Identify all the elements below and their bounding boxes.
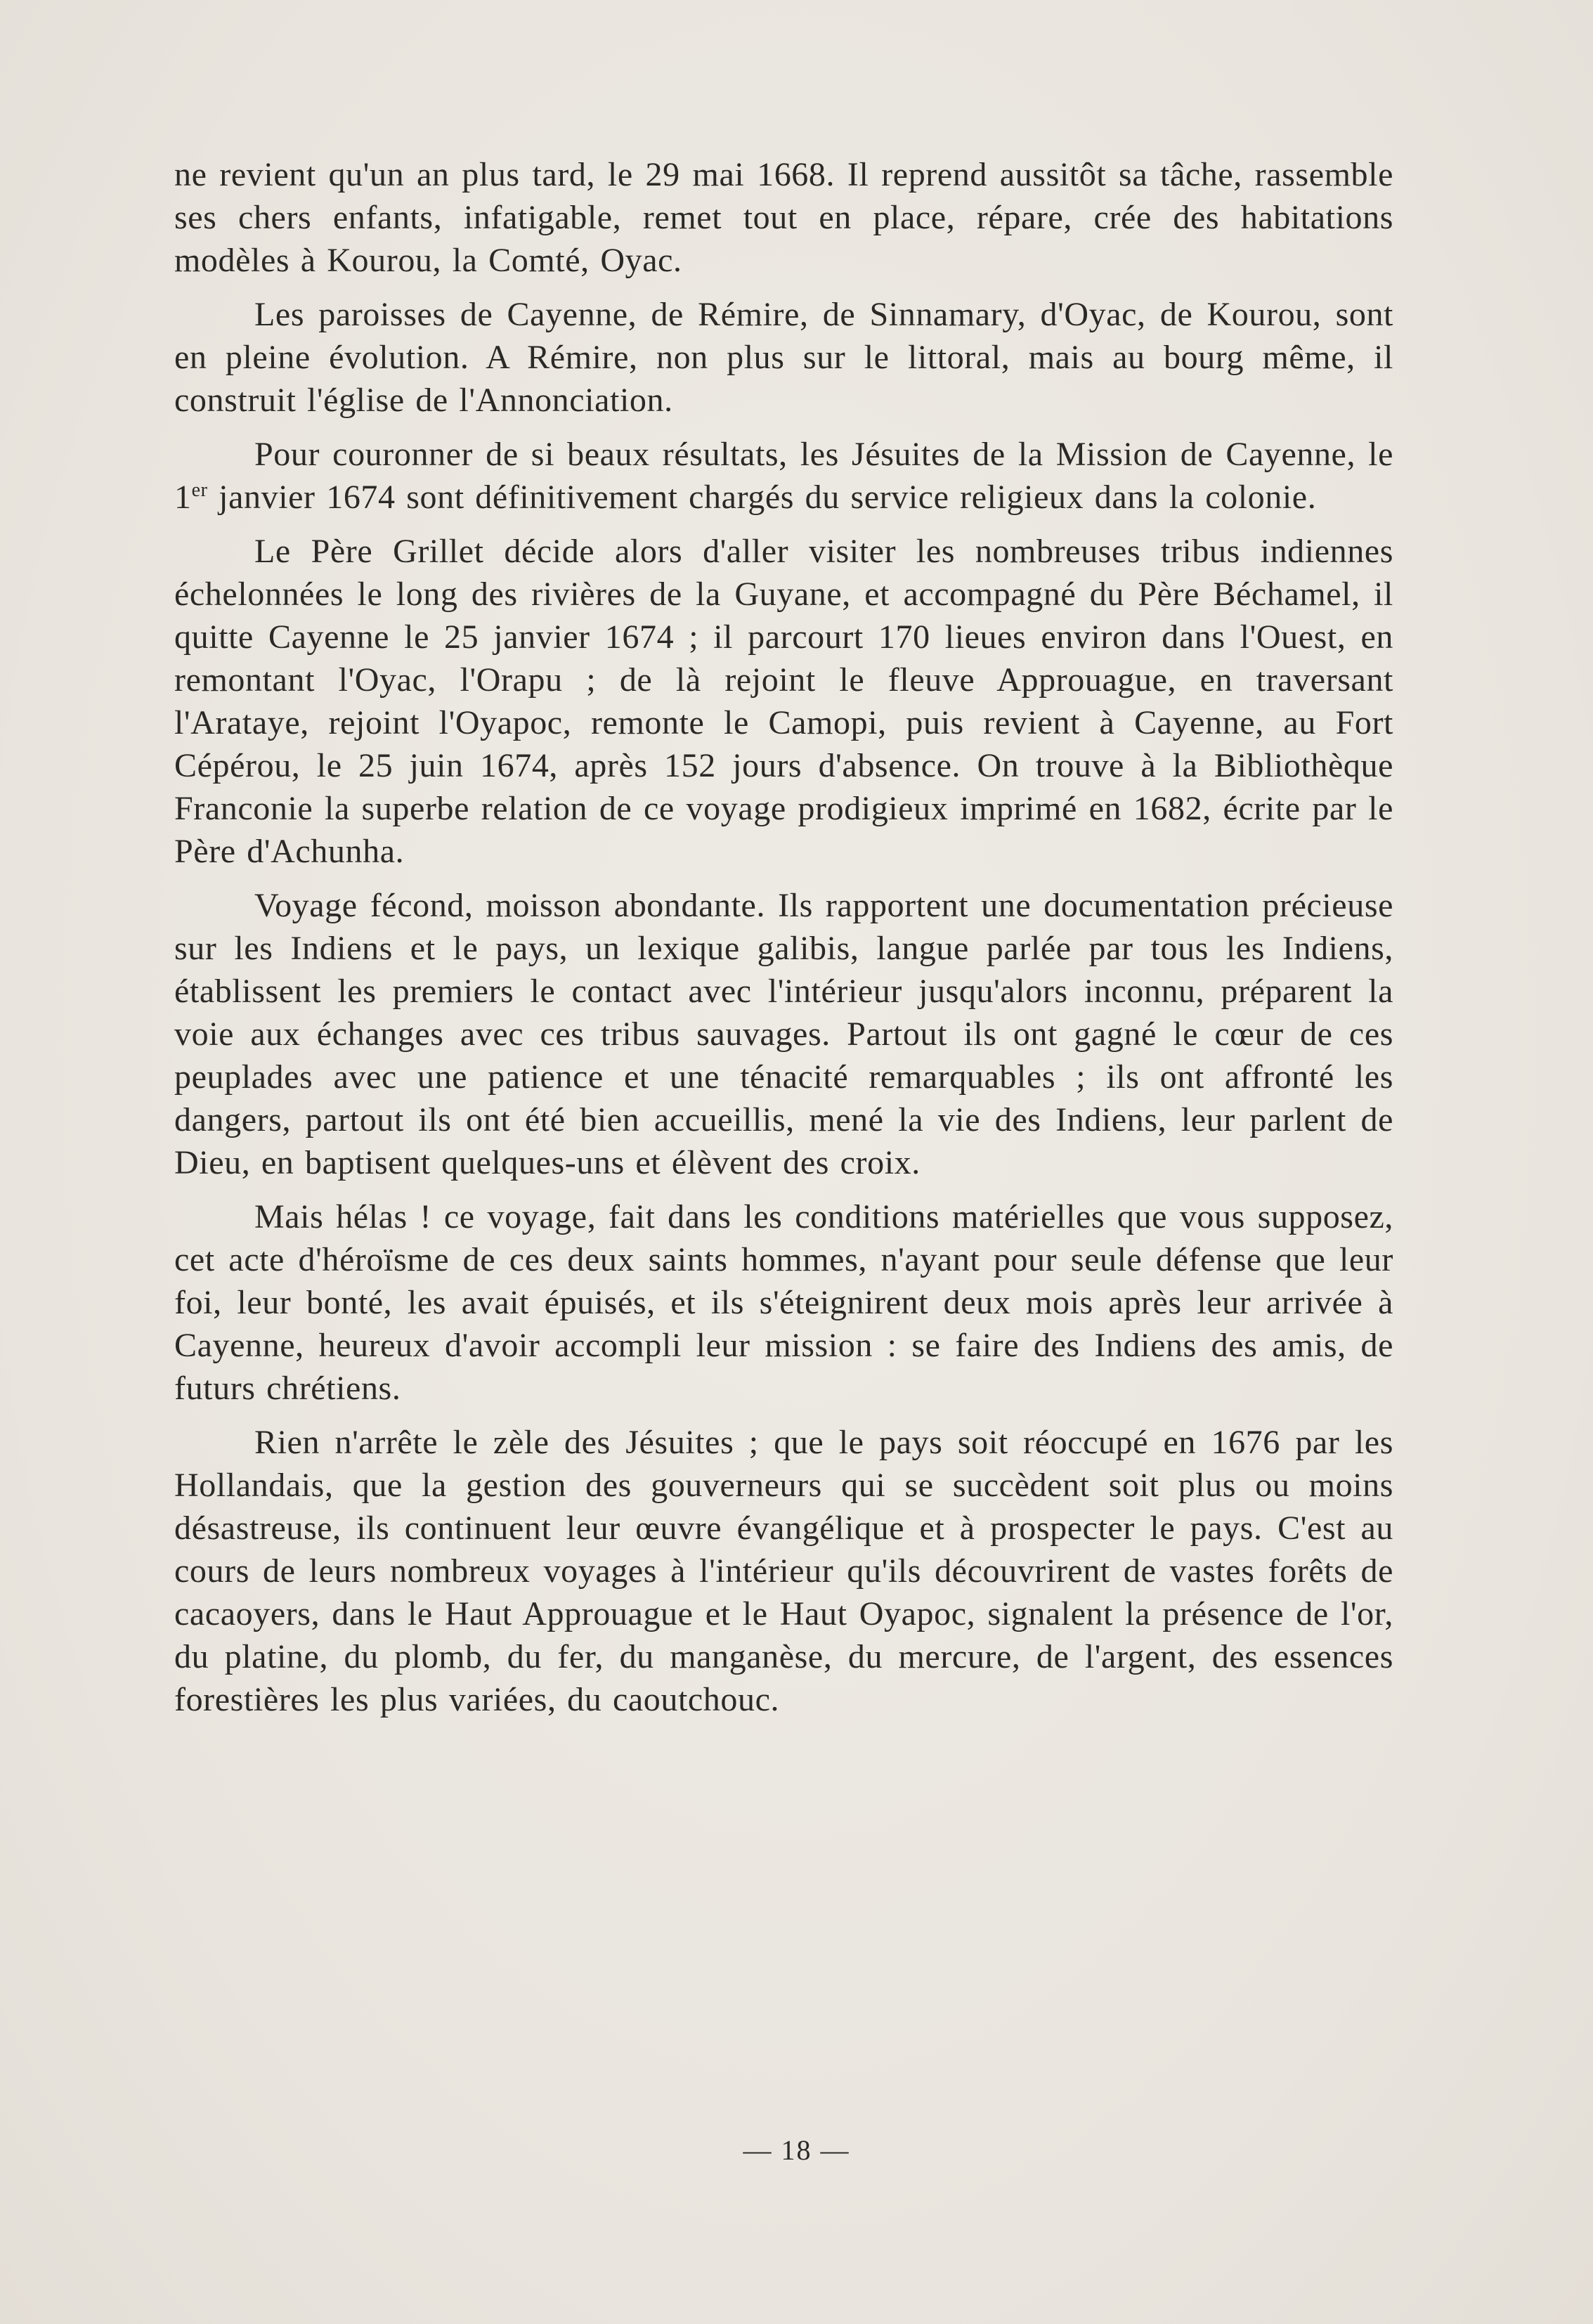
body-text — [174, 153, 1393, 1732]
paragraph-4: Le Père Grillet décide alors d'aller visiter les nombreuses tribus indiennes échelonnées le long des rivières de la Guyane, et accompagné du Père Béchamel, il quitte Cayenne le 25 janvier 1674 ; il parcourt 170 lieues environ dans l'Ouest, en remontant l'Oyac, l'Orapu ; de là rejoint le fleuve Approuague, en traversant l'Arataye, rejoint l'Oyapoc, remonte le Camopi, puis revient à Cayenne, au Fort Cépérou, le 25 juin 1674, après 152 jours d'absence. On trouve à la Bibliothèque Franconie la superbe relation de ce voyage prodigieux imprimé en 1682, écrite par le Père d'Achunha. — [174, 533, 1393, 870]
paragraph-3-after: janvier 1674 sont définitivement chargés du service religieux dans la colonie. — [207, 479, 1317, 516]
paragraph-3-before: Pour couronner de si beaux résultats, les Jésuites de la Mission de Cayenne, le 1 — [174, 436, 1393, 516]
paragraph-7: Rien n'arrête le zèle des Jésuites ; que le pays soit réoccupé en 1676 par les Hollandais, que la gestion des gouverneurs qui se succèdent soit plus ou moins désastreuse, ils continuent leur œuvre évangélique et à prospecter le pays. C'est au cours de leurs nombreux voyages à l'intérieur qu'ils découvrirent de vastes forêts de cacaoyers, dans le Haut Approuague et le Haut Oyapoc, signalent la présence de l'or, du platine, du plomb, du fer, du manganèse, du mercure, de l'argent, des essences forestières les plus variées, du caoutchouc. — [174, 1424, 1393, 1718]
paragraph-2: Les paroisses de Cayenne, de Rémire, de Sinnamary, d'Oyac, de Kourou, sont en pleine évolution. A Rémire, non plus sur le littoral, mais au bourg même, il construit l'église de l'Annonciation. — [174, 296, 1393, 419]
ordinal-superscript: er — [191, 479, 208, 501]
paragraph-5: Voyage fécond, moisson abondante. Ils rapportent une documentation précieuse sur les Indiens et le pays, un lexique galibis, langue parlée par tous les Indiens, établissent les premiers le contact avec l'intérieur jusqu'alors inconnu, préparent la voie aux échanges avec ces tribus sauvages. Partout ils ont gagné le cœur de ces peuplades avec une patience et une ténacité remarquables ; ils ont affronté les dangers, partout ils ont été bien accueillis, mené la vie des Indiens, leur parlent de Dieu, en baptisent quelques-uns et élèvent des croix. — [174, 887, 1393, 1181]
paragraph-6: Mais hélas ! ce voyage, fait dans les conditions matérielles que vous supposez, cet acte d'héroïsme de ces deux saints hommes, n'ayant pour seule défense que leur foi, leur bonté, les avait épuisés, et ils s'éteignirent deux mois après leur arrivée à Cayenne, heureux d'avoir accompli leur mission : se faire des Indiens des amis, de futurs chrétiens. — [174, 1198, 1393, 1407]
paragraph-3 — [174, 433, 1393, 519]
page-number: — 18 — — [743, 2134, 850, 2166]
paragraph-1: ne revient qu'un an plus tard, le 29 mai 1668. Il reprend aussitôt sa tâche, rassemble ses chers enfants, infatigable, remet tout en place, répare, crée des habitations modèles à Kourou, la Comté, Oyac. — [174, 156, 1393, 279]
